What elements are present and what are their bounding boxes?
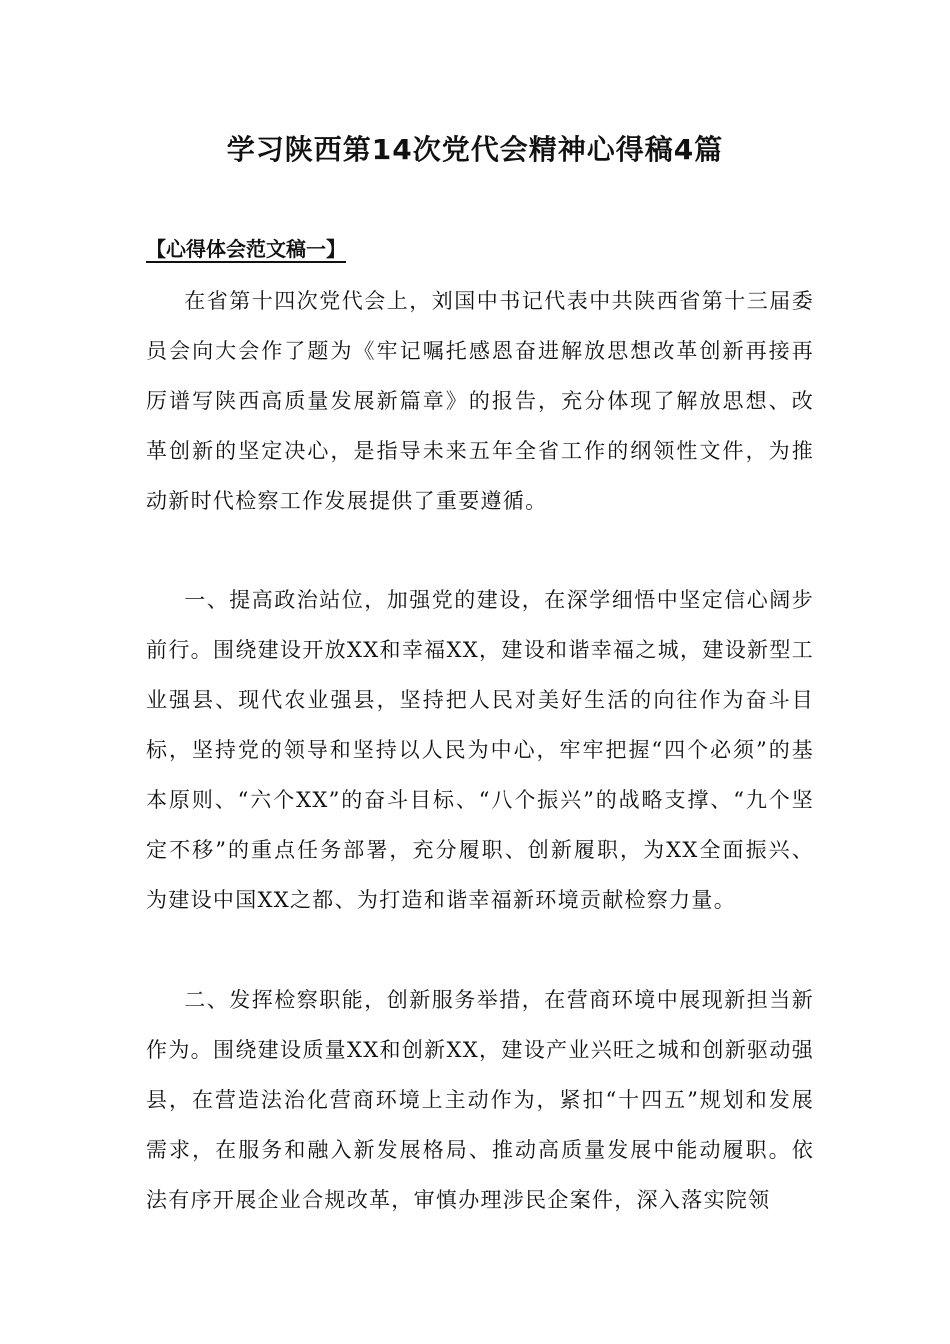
paragraph-text: 一、提高政治站位，加强党的建设，在深学细悟中坚定信心阔步前行。围绕建设开放XX和幸福XX，建设和谐幸福之城，建设新型工业强县、现代农业强县，坚持把人民对美好生活的向往作为奋斗目标，坚持党的领导和坚持以人民为中心，牢牢把握“四个必须”的基本原则、“六个XX”的奋斗目标、“八个振兴”的战略支撑、“九个坚定不移”的重点任务部署，充分履职、创新履职，为XX全面振兴、为建设中国XX之都、为打造和谐幸福新环境贡献检察力量。: [146, 588, 814, 912]
section-heading: 【心得体会范文稿一】: [146, 237, 346, 261]
paragraph-point-one: [146, 575, 814, 925]
paragraph-text: 在省第十四次党代会上，刘国中书记代表中共陕西省第十三届委员会向大会作了题为《牢记嘱托感恩奋进解放思想改革创新再接再厉谱写陕西高质量发展新篇章》的报告，充分体现了解放思想、改革创新的坚定决心，是指导未来五年全省工作的纲领性文件，为推动新时代检察工作发展提供了重要遵循。: [146, 289, 814, 513]
document-title: 学习陕西第14次党代会精神心得稿4篇: [226, 133, 724, 166]
paragraph-point-two: [146, 975, 814, 1225]
paragraph-text: 二、发挥检察职能，创新服务举措，在营商环境中展现新担当新作为。围绕建设质量XX和创新XX，建设产业兴旺之城和创新驱动强县，在营造法治化营商环境上主动作为，紧扣“十四五”规划和发展需求，在服务和融入新发展格局、推动高质量发展中能动履职。依法有序开展企业合规改革，审慎办理涉民企案件，深入落实院领: [146, 988, 814, 1212]
paragraph-intro: [146, 276, 814, 526]
